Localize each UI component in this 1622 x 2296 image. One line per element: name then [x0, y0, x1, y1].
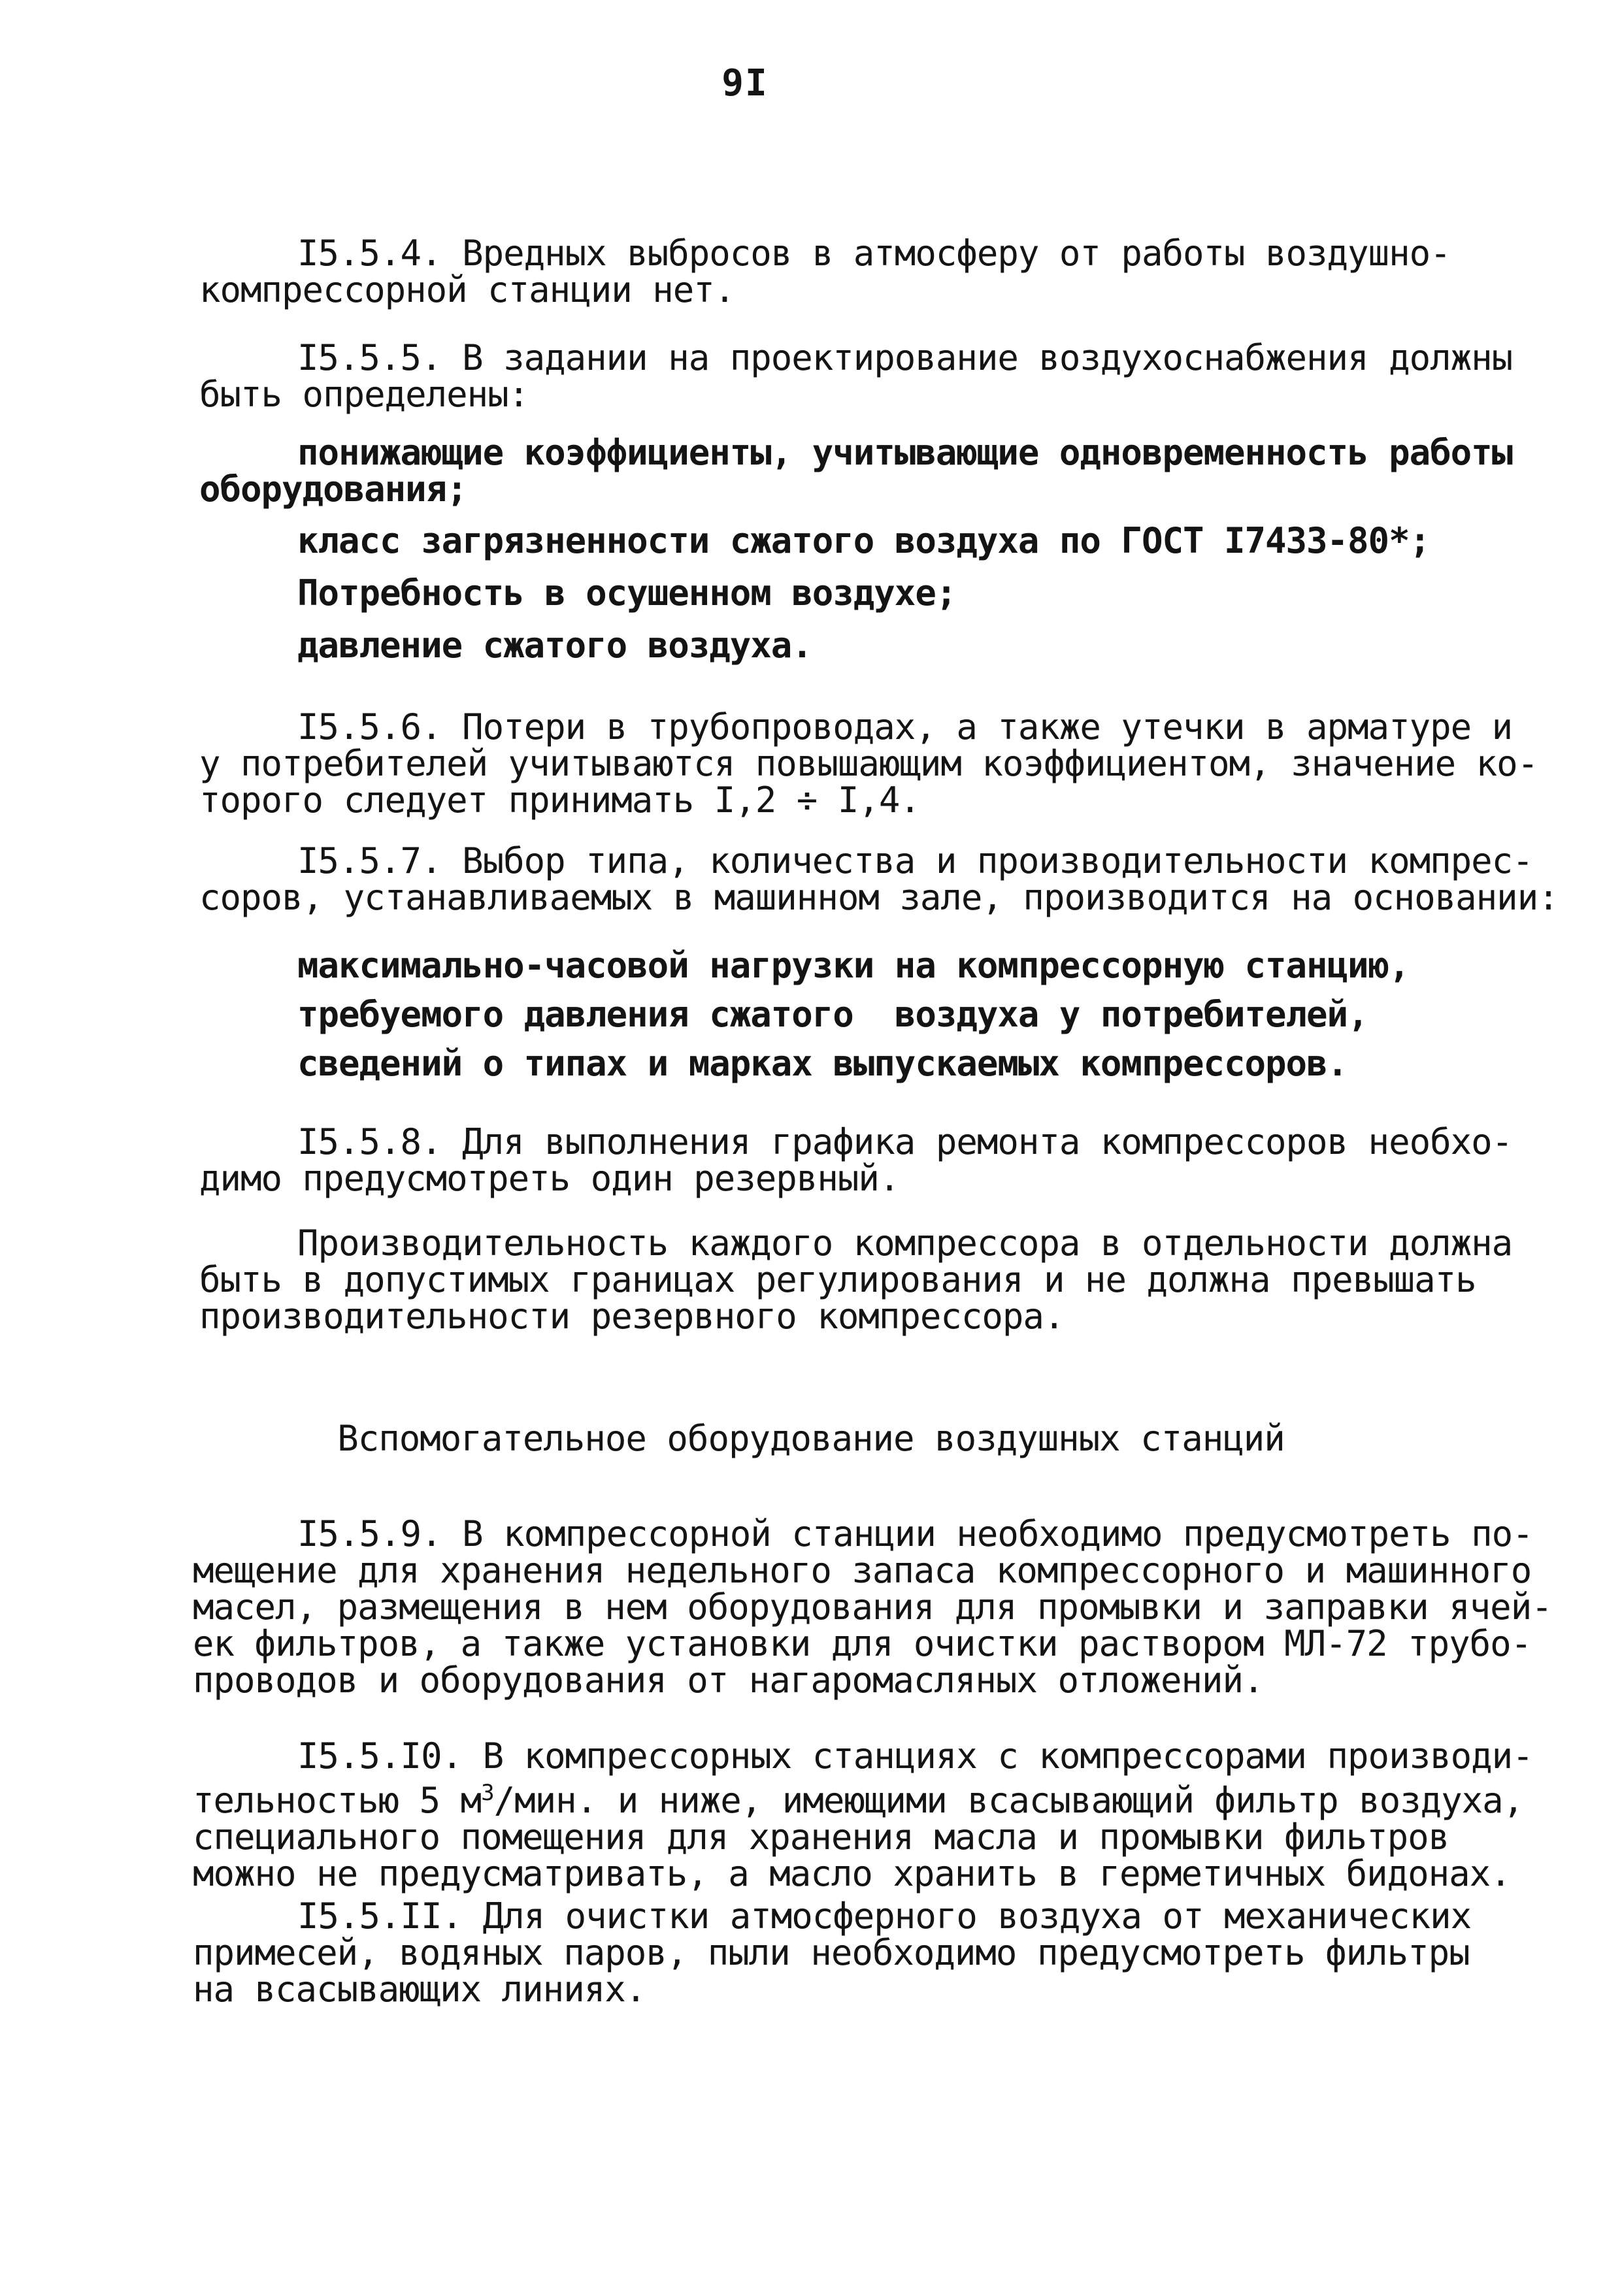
paragraph-15-5-11	[0, 1895, 1622, 2010]
list-item: понижающие коэффициенты, учитывающие одновременность работы	[297, 432, 1513, 473]
paragraph-line: торого следует принимать I,2 ÷ I,4.	[199, 779, 920, 821]
paragraph-15-5-8	[0, 1121, 1622, 1199]
list-item: давление сжатого воздуха.	[297, 625, 812, 666]
paragraph-line: ек фильтров, а также установки для очистки раствором МЛ-72 трубо-	[193, 1623, 1532, 1664]
list-item: класс загрязненности сжатого воздуха по ГОСТ I7433-80*;	[297, 520, 1431, 561]
paragraph-line: быть определены:	[199, 374, 529, 415]
paragraph-line: проводов и оборудования от нагаромасляных отложений.	[193, 1660, 1264, 1701]
paragraph-line: I5.5.7. Выбор типа, количества и производительности компрес-	[297, 840, 1533, 881]
requirements-list-item	[0, 520, 1622, 561]
paragraph-line: димо предусмотреть один резервный.	[199, 1158, 900, 1199]
text-fragment: тельностью 5 м	[193, 1780, 482, 1821]
paragraph-line: I5.5.6. Потери в трубопроводах, а также утечки в арматуре и	[297, 706, 1513, 747]
list-item: оборудования;	[199, 468, 467, 510]
paragraph-line: I5.5.9. В компрессорной станции необходимо предусмотреть по-	[297, 1513, 1533, 1554]
list-item: Потребность в осушенном воздухе;	[297, 572, 957, 614]
text-fragment: /мин. и ниже, имеющими всасывающий фильтр воздуха,	[493, 1780, 1524, 1821]
requirements-list-item	[0, 627, 1622, 664]
paragraph-line: у потребителей учитываются повышающим коэффициентом, значение ко-	[199, 743, 1538, 784]
selection-criteria-item	[0, 996, 1622, 1033]
list-item: сведений о типах и марках выпускаемых компрессоров.	[297, 1043, 1348, 1084]
paragraph-line: I5.5.5. В задании на проектирование воздухоснабжения должны	[297, 337, 1513, 378]
paragraph-line: компрессорной станции нет.	[199, 269, 735, 310]
paragraph-line: I5.5.4. Вредных выбросов в атмосферу от работы воздушно-	[297, 233, 1451, 274]
paragraph-15-5-5	[0, 337, 1622, 415]
paragraph-line: масел, размещения в нем оборудования для промывки и заправки ячей-	[193, 1586, 1552, 1628]
list-item: максимально-часовой нагрузки на компрессорную станцию,	[297, 945, 1410, 986]
paragraph-line: примесей, водяных паров, пыли необходимо предусмотреть фильтры	[193, 1932, 1470, 1973]
paragraph-line	[193, 1775, 1622, 1819]
paragraph-line: I5.5.I0. В компрессорных станциях с компрессорами производи-	[297, 1735, 1533, 1777]
paragraph-line: мещение для хранения недельного запаса компрессорного и машинного	[193, 1550, 1532, 1591]
list-item: требуемого давления сжатого воздуха у потребителей,	[297, 994, 1368, 1035]
section-heading: Вспомогательное оборудование воздушных станций	[337, 1418, 1285, 1459]
paragraph-15-5-7	[0, 840, 1622, 918]
paragraph-capacity	[0, 1222, 1622, 1337]
page-number: 9I	[721, 62, 769, 105]
paragraph-15-5-9	[0, 1513, 1622, 1701]
paragraph-line: на всасывающих линиях.	[193, 1969, 646, 2010]
paragraph-line: Производительность каждого компрессора в отдельности должна	[297, 1222, 1513, 1264]
requirements-list	[0, 432, 1622, 510]
paragraph-15-5-10	[0, 1735, 1622, 1894]
selection-criteria-item	[0, 947, 1622, 984]
paragraph-line: соров, устанавливаемых в машинном зале, производится на основании:	[199, 877, 1559, 918]
selection-criteria-item	[0, 1045, 1622, 1082]
paragraph-line: производительности резервного компрессора.	[199, 1296, 1065, 1337]
paragraph-15-5-6	[0, 706, 1622, 821]
paragraph-15-5-4	[0, 235, 1622, 308]
superscript-exponent: 3	[481, 1780, 494, 1806]
paragraph-line: I5.5.8. Для выполнения графика ремонта компрессоров необхо-	[297, 1121, 1513, 1162]
requirements-list-item	[0, 572, 1622, 614]
paragraph-line: специального помещения для хранения масла и промывки фильтров	[193, 1816, 1449, 1858]
paragraph-line: можно не предусматривать, а масло хранить в герметичных бидонах.	[193, 1853, 1511, 1894]
paragraph-line: быть в допустимых границах регулирования и не должна превышать	[199, 1259, 1476, 1300]
paragraph-line: I5.5.II. Для очистки атмосферного воздуха от механических	[297, 1895, 1472, 1937]
